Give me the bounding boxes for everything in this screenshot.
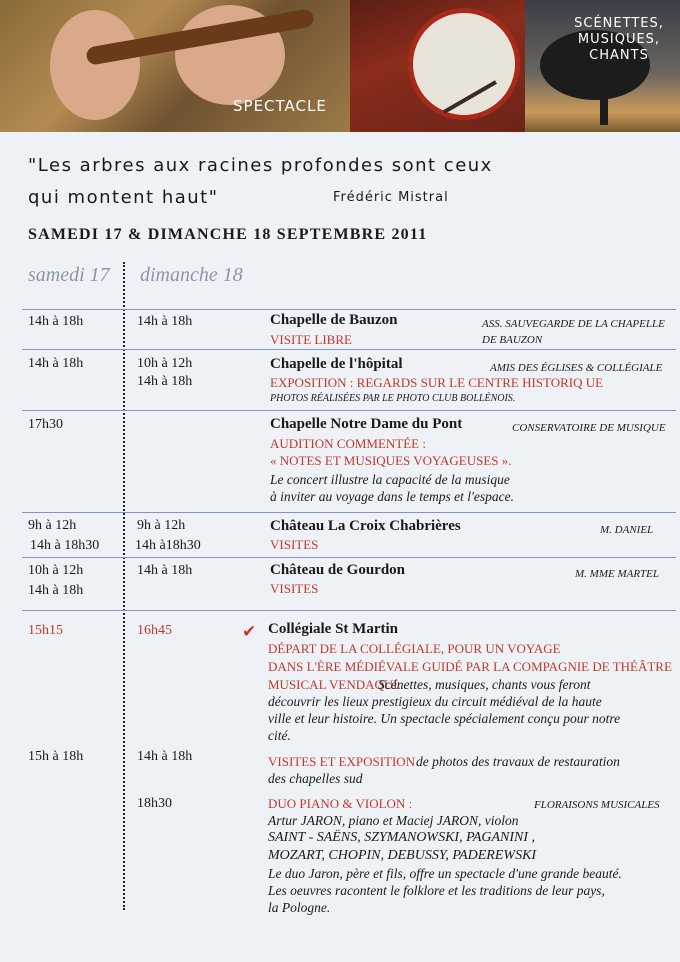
event-organizer: AMIS DES ÉGLISES & COLLÉGIALE (490, 362, 663, 374)
event-description: Les oeuvres racontent le folklore et les traditions de leur pays, (268, 883, 605, 898)
sunday-header: dimanche 18 (140, 264, 243, 286)
event-subtitle: DÉPART DE LA COLLÉGIALE, POUR UN VOYAGE (268, 641, 561, 656)
event-organizer: ASS. SAUVEGARDE DE LA CHAPELLE (482, 318, 665, 330)
event-subtitle: VISITE LIBRE (270, 332, 352, 347)
sunday-time: 14h à 18h (137, 374, 193, 389)
event-title: Château La Croix Chabrières (270, 518, 461, 534)
event-organizer: DE BAUZON (482, 334, 543, 346)
event-description: SAINT - SAËNS, SZYMANOWSKI, PAGANINI , (268, 830, 536, 845)
saturday-time: 14h à 18h (28, 583, 84, 598)
row-divider (22, 410, 676, 411)
event-organizer: M. DANIEL (600, 524, 654, 536)
quote-author: Frédéric Mistral (333, 190, 449, 205)
event-subtitle: AUDITION COMMENTÉE : (270, 436, 426, 451)
event-note: PHOTOS RÉALISÉES PAR LE PHOTO CLUB BOLLÉNOIS. (270, 393, 516, 404)
event-organizer: CONSERVATOIRE DE MUSIQUE (512, 422, 666, 434)
event-subtitle: EXPOSITION : REGARDS SUR LE CENTRE HISTORIQ UE (270, 375, 604, 390)
event-description: Scénettes, musiques, chants vous feront (378, 677, 591, 692)
event-description: Le concert illustre la capacité de la musique (270, 472, 510, 487)
event-subtitle: VISITES (270, 581, 319, 596)
event-organizer: FLORAISONS MUSICALES (534, 799, 660, 811)
event-dates: SAMEDI 17 & DIMANCHE 18 SEPTEMBRE 2011 (28, 226, 428, 243)
photo-banner (0, 0, 680, 132)
saturday-time: 9h à 12h (28, 518, 77, 533)
column-divider (123, 262, 125, 910)
saturday-time: 15h à 18h (28, 749, 84, 764)
event-title: Chapelle de l'hôpital (270, 356, 403, 372)
sunday-time: 10h à 12h (137, 356, 193, 371)
row-divider (22, 557, 676, 558)
event-description: découvrir les lieux prestigieux du circuit médiéval de la haute (268, 694, 602, 709)
event-description: la Pologne. (268, 900, 331, 915)
event-description: ville et leur histoire. Un spectacle spécialement conçu pour notre (268, 711, 621, 726)
event-description: MOZART, CHOPIN, DEBUSSY, PADEREWSKI (268, 848, 537, 863)
quote-line-1: "Les arbres aux racines profondes sont ceux (28, 155, 493, 176)
event-subtitle: VISITES (270, 537, 319, 552)
spectacle-label: SPECTACLE (233, 97, 327, 115)
event-title: Collégiale St Martin (268, 621, 398, 637)
sunday-time: 16h45 (137, 623, 172, 638)
event-title: Château de Gourdon (270, 562, 406, 578)
event-subtitle: VISITES ET EXPOSITION (268, 754, 416, 769)
sunday-time: 14h à18h30 (135, 538, 201, 553)
event-subtitle: DUO PIANO & VIOLON : (268, 796, 413, 811)
row-divider (22, 349, 676, 350)
sunday-time: 14h à 18h (137, 749, 193, 764)
event-description: cité. (268, 728, 291, 743)
row-divider (22, 610, 676, 611)
event-title: Chapelle Notre Dame du Pont (270, 416, 463, 432)
event-description: Artur JARON, piano et Maciej JARON, violon (268, 813, 519, 828)
event-description: des chapelles sud (268, 771, 363, 786)
saturday-time: 14h à 18h (28, 356, 84, 371)
saturday-time: 15h15 (28, 623, 63, 638)
sunday-time: 18h30 (137, 796, 172, 811)
event-title: Chapelle de Bauzon (270, 312, 398, 328)
sunday-time: 9h à 12h (137, 518, 186, 533)
sunday-time: 14h à 18h (137, 563, 193, 578)
saturday-header: samedi 17 (28, 264, 110, 286)
row-divider (22, 309, 676, 310)
saturday-time: 10h à 12h (28, 563, 84, 578)
saturday-time: 17h30 (28, 417, 63, 432)
sunday-time: 14h à 18h (137, 314, 193, 329)
event-description: Le duo Jaron, père et fils, offre un spectacle d'une grande beauté. (268, 866, 622, 881)
saturday-time: 14h à 18h30 (30, 538, 100, 553)
checkmark-icon: ✔ (242, 622, 257, 641)
event-description: à inviter au voyage dans le temps et l'espace. (270, 489, 514, 504)
scenettes-label: SCÉNETTES, MUSIQUES, CHANTS (574, 16, 664, 63)
event-subtitle: MUSICAL VENDAQUI. (268, 677, 401, 692)
quote-line-2: qui montent haut" (28, 187, 219, 208)
event-subtitle: « NOTES ET MUSIQUES VOYAGEUSES ». (270, 453, 512, 468)
saturday-time: 14h à 18h (28, 314, 84, 329)
event-description: de photos des travaux de restauration (416, 754, 620, 769)
event-organizer: M. MME MARTEL (575, 568, 660, 580)
event-subtitle: DANS L'ÈRE MÉDIÉVALE GUIDÉ PAR LA COMPAGNIE DE THÉÂTRE (268, 659, 672, 674)
row-divider (22, 512, 676, 513)
